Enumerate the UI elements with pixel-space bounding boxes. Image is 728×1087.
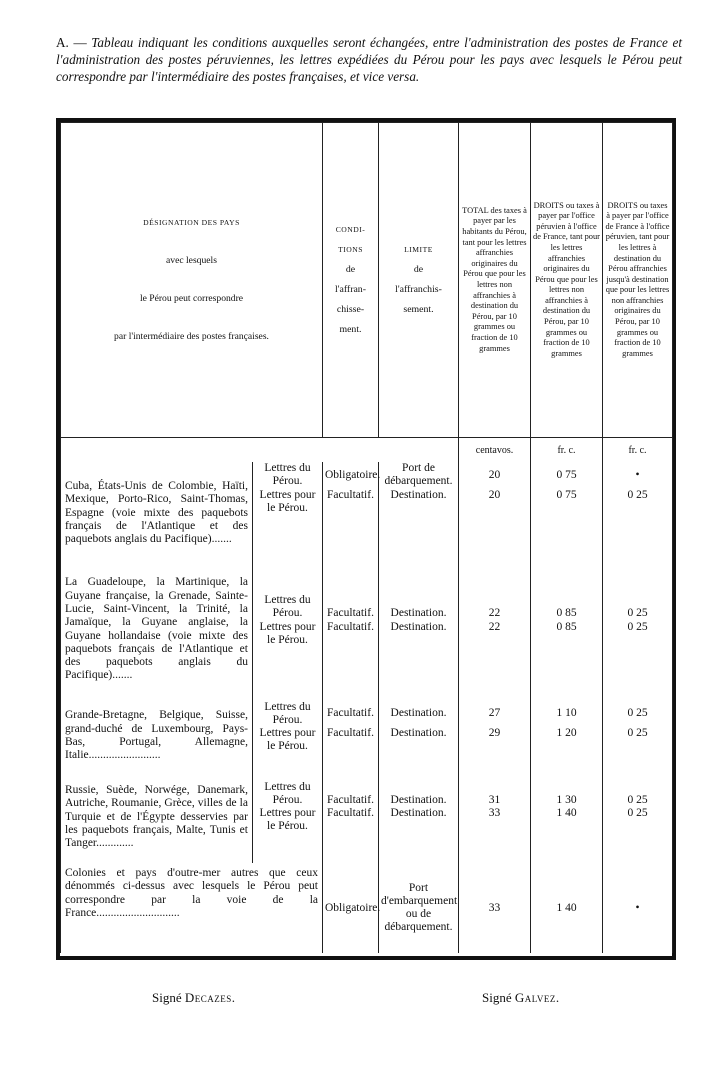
letters-cell: Lettres pour le Pérou.	[253, 489, 323, 559]
header-total: TOTAL des taxes à payer par les habitants du Pérou, tant pour les lettres affranchies originaires du Pérou que pour les lettres non affranchies à destination du Pérou, par 10 grammes ou fraction de 10 grammes	[459, 123, 531, 438]
signature-left	[152, 990, 236, 1006]
condition-cell: Obligatoire.	[323, 863, 379, 953]
droits-perou-cell: 0 85	[531, 621, 603, 701]
total-cell: 22	[459, 621, 531, 701]
header-designation	[61, 123, 323, 438]
signature-prefix: Signé	[482, 990, 512, 1005]
postal-rates-table	[60, 122, 673, 953]
header-conditions-line: ment.	[339, 324, 362, 335]
condition-cell: Obligatoire.	[323, 462, 379, 489]
letters-cell: Lettres pour le Pérou.	[253, 807, 323, 863]
unit-droits-perou: fr. c.	[531, 438, 603, 463]
condition-cell: Facultatif.	[323, 771, 379, 807]
table-row	[61, 771, 673, 807]
header-row	[61, 123, 673, 438]
signature-right	[482, 990, 560, 1006]
droits-france-cell: 0 25	[603, 559, 673, 621]
letters-cell: Lettres du Pérou.	[253, 559, 323, 621]
postal-rates-table-frame	[56, 118, 676, 960]
caption-lead: A. —	[56, 35, 87, 50]
limite-cell: Port de débarquement.	[379, 462, 459, 489]
droits-france-cell: 0 25	[603, 807, 673, 863]
condition-cell: Facultatif.	[323, 807, 379, 863]
letters-cell: Lettres du Pérou.	[253, 701, 323, 728]
header-droits-perou: DROITS ou taxes à payer par l'office péruvien à l'office de France, tant pour les lettres affranchies originaires du Pérou que pour les lettres non affranchies à destination du Pérou, par 10 grammes ou fraction de 10 grammes	[531, 123, 603, 438]
droits-france-cell: •	[603, 462, 673, 489]
droits-perou-cell: 0 75	[531, 489, 603, 559]
header-designation-line: le Pérou peut correspondre	[139, 293, 244, 304]
table-row	[61, 559, 673, 621]
letters-cell: Lettres pour le Pérou.	[253, 621, 323, 701]
droits-perou-cell: 0 75	[531, 462, 603, 489]
limite-cell: Destination.	[379, 727, 459, 771]
header-limite-line: LIMITE	[404, 245, 433, 254]
droits-perou-cell: 1 20	[531, 727, 603, 771]
droits-france-cell: 0 25	[603, 727, 673, 771]
letters-cell: Lettres du Pérou.	[253, 771, 323, 807]
unit-droits-france: fr. c.	[603, 438, 673, 463]
limite-cell: Destination.	[379, 489, 459, 559]
droits-france-cell: 0 25	[603, 701, 673, 728]
droits-perou-cell: 1 40	[531, 863, 603, 953]
header-designation-line: DÉSIGNATION DES PAYS	[143, 218, 240, 227]
droits-france-cell: 0 25	[603, 771, 673, 807]
header-designation-line: par l'intermédiaire des postes françaises.	[114, 331, 269, 342]
limite-cell: Destination.	[379, 621, 459, 701]
units-row	[61, 438, 673, 463]
total-cell: 20	[459, 489, 531, 559]
condition-cell: Facultatif.	[323, 701, 379, 728]
total-cell: 31	[459, 771, 531, 807]
table-row	[61, 701, 673, 728]
letters-cell: Lettres du Pérou.	[253, 462, 323, 489]
droits-france-cell: 0 25	[603, 621, 673, 701]
droits-france-cell: •	[603, 863, 673, 953]
header-conditions-line: chisse-	[336, 304, 365, 315]
header-conditions-line: l'affran-	[335, 284, 366, 295]
countries-cell: La Guadeloupe, la Martinique, la Guyane française, la Grenade, Sainte-Lucie, Saint-Vincent, la Trinité, la Jamaïque, la Guyane anglaise, la Guyane hollandaise (voie mixte des paquebots français de l'Atlantique et des paquebots anglais du Pacifique).......	[61, 559, 253, 701]
droits-perou-cell: 0 85	[531, 559, 603, 621]
limite-cell: Destination.	[379, 559, 459, 621]
table-row	[61, 462, 673, 489]
signature-name-decazes: Decazes.	[184, 990, 236, 1005]
header-conditions-line: de	[345, 264, 356, 275]
droits-france-cell: 0 25	[603, 489, 673, 559]
letters-cell: Lettres pour le Pérou.	[253, 727, 323, 771]
header-droits-france: DROITS ou taxes à payer par l'office de France à l'office péruvien, tant pour les lettres à destination du Pérou affranchies jusqu'à destination que pour les lettres non affranchies originaires du Pérou, par 10 grammes ou fraction de 10 grammes	[603, 123, 673, 438]
droits-perou-cell: 1 10	[531, 701, 603, 728]
header-limite-line: sement.	[403, 304, 434, 315]
total-cell: 29	[459, 727, 531, 771]
countries-cell: Colonies et pays d'outre-mer autres que ceux dénommés ci-dessus avec lesquels le Pérou peut correspondre par la voie de la France.............................	[61, 863, 323, 953]
caption-text: Tableau indiquant les conditions auxquelles seront échangées, entre l'administration des postes de France et l'administration des postes péruviennes, les lettres expédiées du Pérou pour les pays avec lesquels le Pérou peut correspondre par l'intermédiaire des postes françaises, et vice versa.	[56, 35, 682, 84]
condition-cell: Facultatif.	[323, 727, 379, 771]
header-conditions	[323, 123, 379, 438]
condition-cell: Facultatif.	[323, 559, 379, 621]
header-limite-line: l'affranchis-	[395, 284, 442, 295]
total-cell: 33	[459, 807, 531, 863]
signature-prefix: Signé	[152, 990, 182, 1005]
droits-perou-cell: 1 40	[531, 807, 603, 863]
header-designation-line: avec lesquels	[166, 255, 217, 266]
limite-cell: Destination.	[379, 701, 459, 728]
droits-perou-cell: 1 30	[531, 771, 603, 807]
total-cell: 33	[459, 863, 531, 953]
header-limite-line: de	[413, 264, 424, 275]
total-cell: 20	[459, 462, 531, 489]
limite-cell: Port d'embarquement ou de débarquement.	[379, 863, 459, 953]
countries-cell: Russie, Suède, Norwége, Danemark, Autriche, Roumanie, Grèce, villes de la Turquie et de l'Égypte desservies par les paquebots français, Malte, Tunis et Tanger.............	[61, 771, 253, 863]
countries-cell: Grande-Bretagne, Belgique, Suisse, grand-duché de Luxembourg, Pays-Bas, Portugal, Allemagne, Italie.........................	[61, 701, 253, 772]
total-cell: 22	[459, 559, 531, 621]
total-cell: 27	[459, 701, 531, 728]
units-spacer	[61, 438, 459, 463]
header-conditions-line: TIONS	[338, 245, 363, 254]
limite-cell: Destination.	[379, 807, 459, 863]
limite-cell: Destination.	[379, 771, 459, 807]
condition-cell: Facultatif.	[323, 621, 379, 701]
header-conditions-line: CONDI-	[335, 225, 366, 234]
table-caption	[56, 34, 682, 85]
table-row	[61, 863, 673, 953]
unit-total: centavos.	[459, 438, 531, 463]
signature-name-galvez: Galvez.	[514, 990, 560, 1005]
condition-cell: Facultatif.	[323, 489, 379, 559]
countries-cell: Cuba, États-Unis de Colombie, Haïti, Mexique, Porto-Rico, Saint-Thomas, Espagne (voie mixte des paquebots français de l'Atlantique et des paquebots anglais du Pacifique).......	[61, 462, 253, 559]
header-limite	[379, 123, 459, 438]
